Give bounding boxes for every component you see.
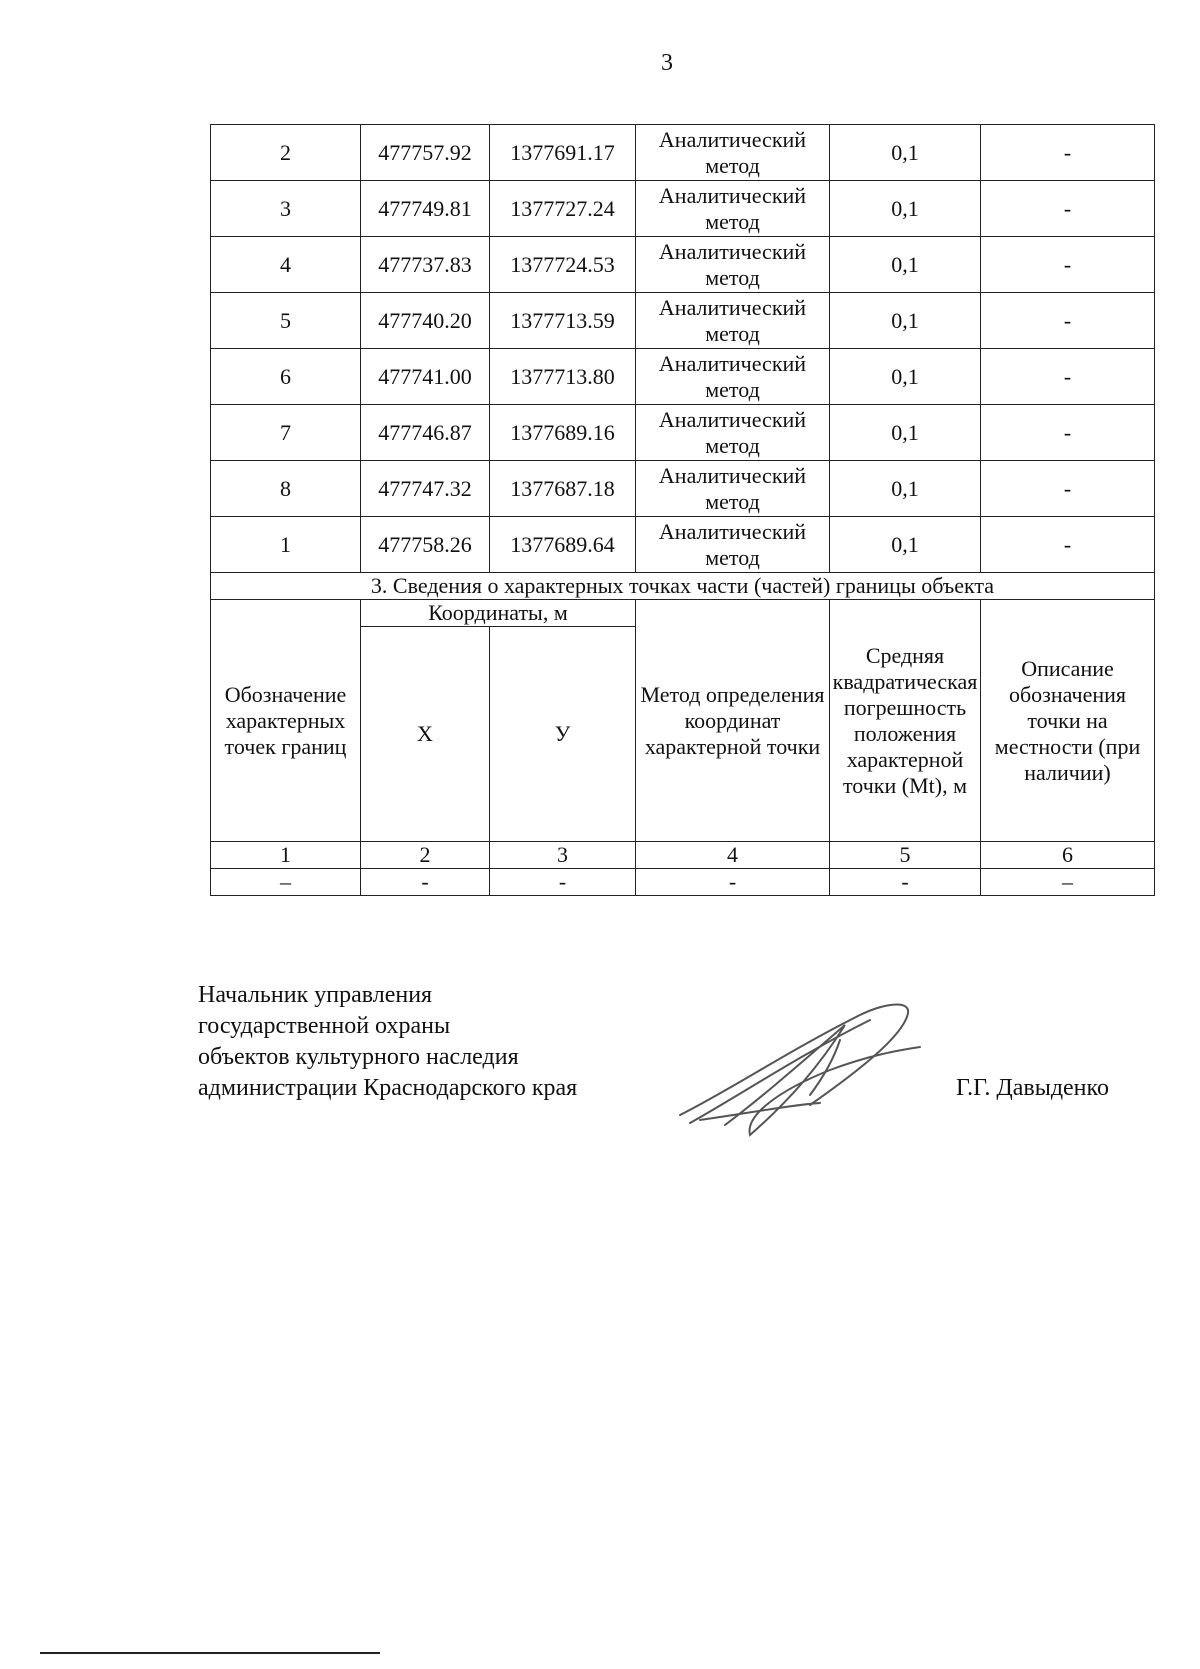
section-title: 3. Сведения о характерных точках части (частей) границы объекта <box>211 573 1155 600</box>
header-coordinates: Координаты, м <box>361 600 636 627</box>
header-y: У <box>490 627 636 842</box>
handwritten-signature-icon <box>670 995 930 1145</box>
method: Аналитический метод <box>636 237 830 293</box>
empty-cell: - <box>361 869 490 896</box>
coord-x: 477757.92 <box>361 125 490 181</box>
column-number-row <box>211 842 1155 869</box>
column-number: 6 <box>981 842 1155 869</box>
description: - <box>981 237 1155 293</box>
method: Аналитический метод <box>636 125 830 181</box>
page-number: 3 <box>661 50 673 76</box>
point-number: 1 <box>211 517 361 573</box>
error: 0,1 <box>830 517 981 573</box>
description: - <box>981 181 1155 237</box>
description: - <box>981 349 1155 405</box>
position-line: администрации Краснодарского края <box>198 1075 578 1101</box>
empty-cell: – <box>211 869 361 896</box>
table-row <box>211 517 1155 573</box>
description: - <box>981 461 1155 517</box>
point-number: 8 <box>211 461 361 517</box>
method: Аналитический метод <box>636 293 830 349</box>
position-line: Начальник управления <box>198 982 433 1008</box>
coord-y: 1377689.16 <box>490 405 636 461</box>
coord-x: 477740.20 <box>361 293 490 349</box>
coord-y: 1377724.53 <box>490 237 636 293</box>
point-number: 7 <box>211 405 361 461</box>
position-line: объектов культурного наследия <box>198 1044 519 1070</box>
method: Аналитический метод <box>636 517 830 573</box>
coord-x: 477747.32 <box>361 461 490 517</box>
table-row <box>211 181 1155 237</box>
position-line: государственной охраны <box>198 1013 451 1039</box>
table-row <box>211 349 1155 405</box>
coord-x: 477741.00 <box>361 349 490 405</box>
point-number: 2 <box>211 125 361 181</box>
coord-y: 1377713.80 <box>490 349 636 405</box>
table-row <box>211 461 1155 517</box>
error: 0,1 <box>830 405 981 461</box>
coord-x: 477746.87 <box>361 405 490 461</box>
description: - <box>981 125 1155 181</box>
point-number: 4 <box>211 237 361 293</box>
coord-y: 1377727.24 <box>490 181 636 237</box>
header-error: Средняя квадратическая погрешность положения характерной точки (Mt), м <box>830 600 981 842</box>
header-x: X <box>361 627 490 842</box>
section-title-row <box>211 573 1155 600</box>
coord-y: 1377713.59 <box>490 293 636 349</box>
coordinates-table <box>210 124 1155 896</box>
empty-cell: - <box>830 869 981 896</box>
error: 0,1 <box>830 237 981 293</box>
method: Аналитический метод <box>636 349 830 405</box>
footnote-separator <box>40 1652 380 1654</box>
description: - <box>981 517 1155 573</box>
signature-position <box>198 980 577 1104</box>
error: 0,1 <box>830 181 981 237</box>
coord-y: 1377691.17 <box>490 125 636 181</box>
error: 0,1 <box>830 125 981 181</box>
coord-x: 477749.81 <box>361 181 490 237</box>
point-number: 3 <box>211 181 361 237</box>
point-number: 5 <box>211 293 361 349</box>
header-row <box>211 600 1155 627</box>
table-row <box>211 125 1155 181</box>
empty-row <box>211 869 1155 896</box>
coord-x: 477737.83 <box>361 237 490 293</box>
method: Аналитический метод <box>636 181 830 237</box>
column-number: 3 <box>490 842 636 869</box>
description: - <box>981 405 1155 461</box>
column-number: 4 <box>636 842 830 869</box>
coord-y: 1377689.64 <box>490 517 636 573</box>
column-number: 5 <box>830 842 981 869</box>
error: 0,1 <box>830 461 981 517</box>
empty-cell: - <box>636 869 830 896</box>
description: - <box>981 293 1155 349</box>
header-description: Описание обозначения точки на местности (при наличии) <box>981 600 1155 842</box>
table-row <box>211 293 1155 349</box>
column-number: 1 <box>211 842 361 869</box>
error: 0,1 <box>830 349 981 405</box>
header-designation: Обозначение характерных точек границ <box>211 600 361 842</box>
table-row <box>211 405 1155 461</box>
table-row <box>211 237 1155 293</box>
header-method: Метод определения координат характерной точки <box>636 600 830 842</box>
method: Аналитический метод <box>636 405 830 461</box>
point-number: 6 <box>211 349 361 405</box>
coord-x: 477758.26 <box>361 517 490 573</box>
empty-cell: - <box>490 869 636 896</box>
signer-name: Г.Г. Давыденко <box>956 1075 1109 1101</box>
error: 0,1 <box>830 293 981 349</box>
column-number: 2 <box>361 842 490 869</box>
empty-cell: – <box>981 869 1155 896</box>
method: Аналитический метод <box>636 461 830 517</box>
coord-y: 1377687.18 <box>490 461 636 517</box>
